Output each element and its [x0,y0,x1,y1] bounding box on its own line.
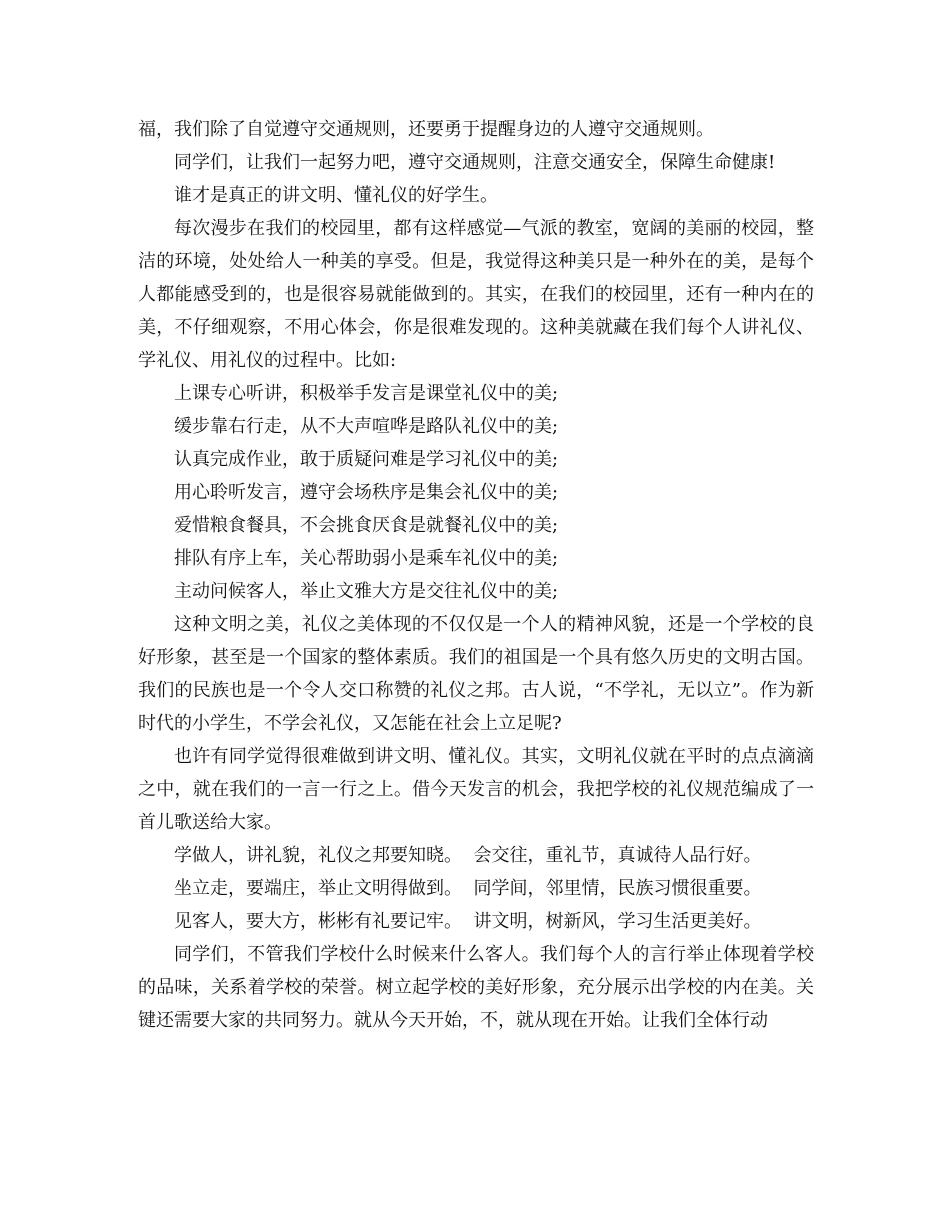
list-item: 主动问候客人，举止文雅大方是交往礼仪中的美; [174,581,559,602]
list-item: 爱惜粮食餐具，不会挑食厌食是就餐礼仪中的美; [174,515,559,536]
verse-line: 学做人，讲礼貌，礼仪之邦要知晓。 会交往，重礼节，真诚待人品行好。 [174,845,762,866]
verse-line: 坐立走，要端庄，举止文明得做到。 同学间，邻里情，民族习惯很重要。 [174,878,762,899]
list-item: 用心聆听发言，遵守会场秩序是集会礼仪中的美; [174,482,559,503]
paragraph: 每次漫步在我们的校园里，都有这样感觉—气派的教室，宽阔的美丽的校园，整洁的环境，处处给人一种美的享受。但是，我觉得这种美只是一种外在的美，是每个人都能感受到的，也是很容易就能做到的。其实，在我们的校园里，还有一种内在的美，不仔细观察，不用心体会，你是很难发现的。这种美就藏在我们每个人讲礼仪、学礼仪、用礼仪的过程中。比如: [138,218,814,371]
list-item: 缓步靠右行走，从不大声喧哗是路队礼仪中的美; [174,416,559,437]
paragraph-continuation: 福，我们除了自觉遵守交通规则，还要勇于提醒身边的人遵守交通规则。 [138,119,714,140]
list-item: 认真完成作业，敢于质疑问难是学习礼仪中的美; [174,449,559,470]
section-heading: 谁才是真正的讲文明、懂礼仪的好学生。 [174,185,498,206]
paragraph: 同学们，让我们一起努力吧，遵守交通规则，注意交通安全，保障生命健康! [174,152,776,173]
list-item: 排队有序上车，关心帮助弱小是乘车礼仪中的美; [174,548,559,569]
paragraph: 同学们，不管我们学校什么时候来什么客人。我们每个人的言行举止体现着学校的品味，关系着学校的荣誉。树立起学校的美好形象，充分展示出学校的内在美。关键还需要大家的共同努力。就从今天开始，不，就从现在开始。让我们全体行动 [138,944,814,1031]
verse-line: 见客人，要大方，彬彬有礼要记牢。 讲文明，树新风，学习生活更美好。 [174,911,762,932]
list-item: 上课专心听讲，积极举手发言是课堂礼仪中的美; [174,383,559,404]
paragraph: 这种文明之美，礼仪之美体现的不仅仅是一个人的精神风貌，还是一个学校的良好形象，甚至是一个国家的整体素质。我们的祖国是一个具有悠久历史的文明古国。我们的民族也是一个令人交口称赞的礼仪之邦。古人说，“不学礼，无以立”。作为新时代的小学生，不学会礼仪，又怎能在社会上立足呢? [138,614,814,734]
document-body [138,113,814,1037]
paragraph: 也许有同学觉得很难做到讲文明、懂礼仪。其实，文明礼仪就在平时的点点滴滴之中，就在我们的一言一行之上。借今天发言的机会，我把学校的礼仪规范编成了一首儿歌送给大家。 [138,746,814,833]
